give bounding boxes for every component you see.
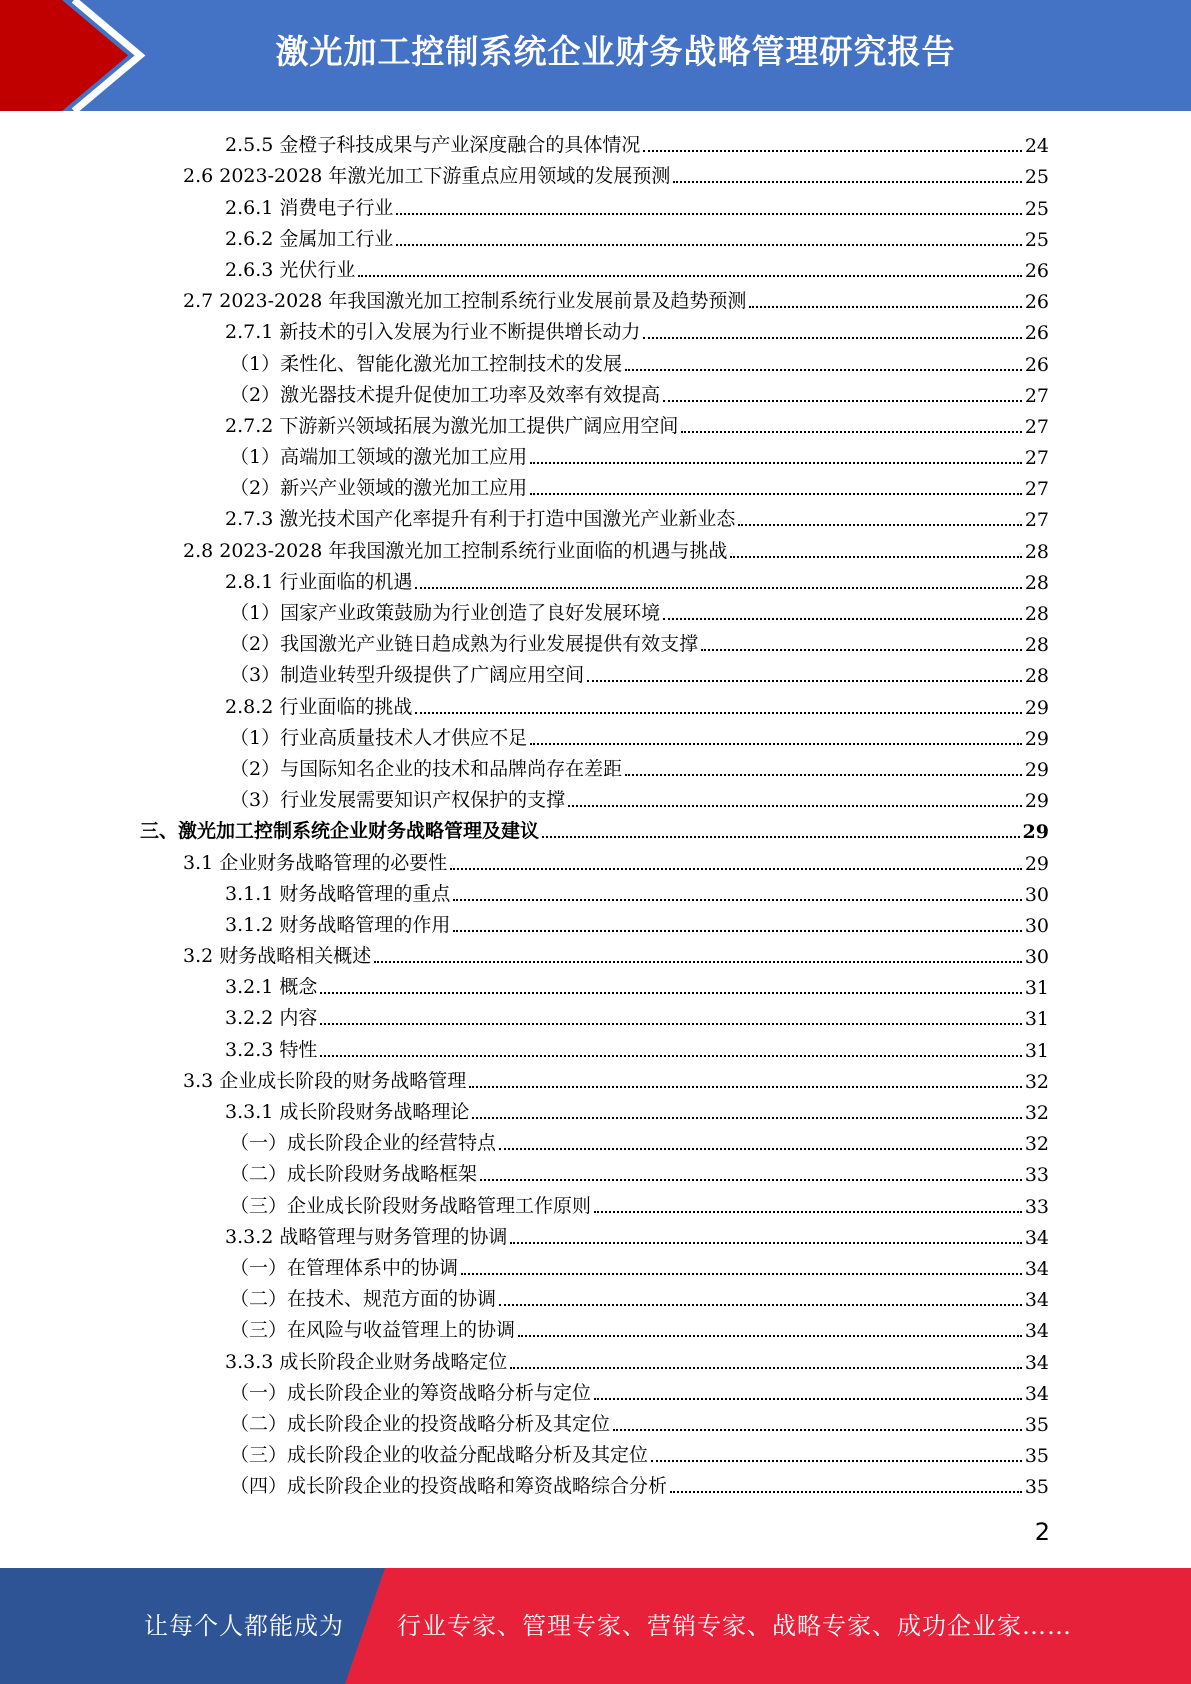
- toc-entry-title: 三、激光加工控制系统企业财务战略管理及建议: [140, 820, 540, 843]
- toc-entry-page: 29: [1022, 821, 1049, 844]
- toc-entry-page: 27: [1024, 384, 1049, 407]
- toc-entry[interactable]: [140, 252, 1049, 283]
- toc-dot-leader: [568, 805, 1022, 807]
- toc-entry-title: （一）在管理体系中的协调: [230, 1256, 459, 1279]
- toc-entry-title: （四）成长阶段企业的投资战略和筹资战略综合分析: [230, 1475, 668, 1498]
- toc-dot-leader: [453, 899, 1021, 901]
- toc-entry-title: （一）成长阶段企业的筹资战略分析与定位: [230, 1381, 592, 1404]
- toc-entry[interactable]: [140, 439, 1049, 470]
- toc-entry-page: 33: [1024, 1164, 1049, 1187]
- toc-dot-leader: [510, 1367, 1021, 1369]
- toc-entry[interactable]: [140, 377, 1049, 408]
- toc-entry-title: （1）行业高质量技术人才供应不足: [230, 726, 528, 749]
- toc-entry-title: 2.7 2023-2028 年我国激光加工控制系统行业发展前景及趋势预测: [183, 290, 747, 313]
- toc-entry-title: （二）在技术、规范方面的协调: [230, 1288, 497, 1311]
- toc-entry-page: 25: [1024, 166, 1049, 189]
- toc-entry-page: 30: [1024, 883, 1049, 906]
- toc-dot-leader: [594, 1211, 1022, 1213]
- toc-entry-page: 31: [1024, 1039, 1049, 1062]
- toc-entry[interactable]: [140, 1219, 1049, 1250]
- toc-entry-page: 34: [1024, 1289, 1049, 1312]
- toc-entry[interactable]: [140, 1250, 1049, 1281]
- toc-dot-leader: [530, 743, 1022, 745]
- toc-dot-leader: [749, 306, 1021, 308]
- toc-dot-leader: [518, 1335, 1022, 1337]
- toc-dot-leader: [663, 618, 1022, 620]
- toc-entry[interactable]: [140, 938, 1049, 969]
- toc-entry[interactable]: [140, 470, 1049, 501]
- toc-entry-page: 28: [1024, 603, 1049, 625]
- toc-entry[interactable]: [140, 127, 1049, 158]
- toc-entry-page: 29: [1024, 790, 1049, 813]
- toc-entry-page: 30: [1024, 914, 1049, 937]
- toc-dot-leader: [499, 1148, 1022, 1150]
- toc-entry-page: 29: [1024, 852, 1049, 875]
- toc-entry[interactable]: [140, 751, 1049, 782]
- toc-entry-page: 33: [1024, 1195, 1049, 1218]
- toc-entry-title: （2）激光器技术提升促使加工功率及效率有效提高: [230, 383, 661, 406]
- report-footer: [0, 1568, 1191, 1684]
- toc-entry-page: 27: [1024, 415, 1049, 438]
- toc-dot-leader: [320, 992, 1021, 994]
- toc-entry[interactable]: [140, 1031, 1049, 1062]
- toc-entry-title: （二）成长阶段企业的投资战略分析及其定位: [230, 1412, 611, 1435]
- toc-entry-title: （1）高端加工领域的激光加工应用: [230, 446, 528, 469]
- toc-dot-leader: [643, 337, 1021, 339]
- toc-entry[interactable]: [140, 189, 1049, 220]
- toc-entry-page: 28: [1024, 571, 1049, 594]
- toc-entry-page: 35: [1024, 1413, 1049, 1436]
- toc-entry[interactable]: [140, 657, 1049, 688]
- toc-dot-leader: [738, 524, 1021, 526]
- toc-entry-title: （1）国家产业政策鼓励为行业创造了良好发展环境: [230, 602, 661, 624]
- toc-dot-leader: [625, 369, 1022, 371]
- toc-dot-leader: [453, 930, 1021, 932]
- toc-entry-title: （二）成长阶段财务战略框架: [230, 1163, 478, 1186]
- toc-dot-leader: [510, 1242, 1021, 1244]
- toc-entry-title: 2.8.1 行业面临的机遇: [225, 570, 413, 593]
- toc-entry-title: 2.7.2 下游新兴领域拓展为激光加工提供广阔应用空间: [225, 414, 679, 437]
- toc-entry-title: 3.3 企业成长阶段的财务战略管理: [183, 1069, 467, 1092]
- toc-dot-leader: [358, 275, 1021, 277]
- toc-entry[interactable]: [140, 314, 1049, 345]
- toc-dot-leader: [320, 1023, 1021, 1025]
- toc-entry-title: （2）新兴产业领域的激光加工应用: [230, 477, 528, 500]
- toc-entry-page: 25: [1024, 228, 1049, 251]
- toc-entry[interactable]: [140, 1125, 1049, 1156]
- toc-entry[interactable]: [140, 626, 1049, 657]
- toc-entry-page: 31: [1024, 1008, 1049, 1031]
- toc-entry-title: 2.6 2023-2028 年激光加工下游重点应用领域的发展预测: [183, 165, 671, 188]
- toc-dot-leader: [587, 680, 1022, 682]
- toc-entry-page: 34: [1024, 1226, 1049, 1249]
- toc-entry[interactable]: [140, 408, 1049, 439]
- toc-entry-title: 3.1 企业财务战略管理的必要性: [183, 851, 448, 874]
- toc-entry[interactable]: [140, 844, 1049, 875]
- toc-entry-title: （3）行业发展需要知识产权保护的支撑: [230, 789, 566, 812]
- toc-entry[interactable]: [140, 221, 1049, 252]
- toc-entry-title: 2.6.3 光伏行业: [225, 258, 356, 281]
- toc-entry[interactable]: [140, 1094, 1049, 1125]
- toc-entry-page: 35: [1024, 1476, 1049, 1499]
- toc-entry[interactable]: [140, 1375, 1049, 1406]
- toc-entry[interactable]: [140, 1156, 1049, 1187]
- toc-entry-page: 29: [1024, 758, 1049, 781]
- toc-entry[interactable]: [140, 595, 1049, 626]
- toc-entry-title: 2.6.1 消费电子行业: [225, 196, 394, 219]
- toc-entry-title: （2）与国际知名企业的技术和品牌尚存在差距: [230, 757, 623, 780]
- toc-dot-leader: [643, 150, 1021, 152]
- toc-entry[interactable]: [140, 782, 1049, 813]
- toc-entry[interactable]: [140, 1468, 1049, 1499]
- toc-entry-title: （3）制造业转型升级提供了广阔应用空间: [230, 664, 585, 687]
- toc-dot-leader: [396, 244, 1021, 246]
- toc-entry-title: 2.7.1 新技术的引入发展为行业不断提供增长动力: [225, 321, 641, 344]
- toc-entry[interactable]: [140, 688, 1049, 719]
- toc-entry[interactable]: [140, 876, 1049, 907]
- toc-entry-page: 28: [1024, 540, 1049, 563]
- toc-entry-title: 2.6.2 金属加工行业: [225, 227, 394, 250]
- toc-entry-page: 25: [1024, 197, 1049, 220]
- toc-entry[interactable]: [140, 345, 1049, 376]
- toc-dot-leader: [415, 587, 1021, 589]
- toc-entry-title: （三）在风险与收益管理上的协调: [230, 1319, 516, 1342]
- toc-entry[interactable]: [140, 1187, 1049, 1218]
- toc-dot-leader: [374, 961, 1022, 963]
- toc-entry[interactable]: [140, 1063, 1049, 1094]
- toc-dot-leader: [681, 431, 1021, 433]
- footer-slogan-right: 行业专家、管理专家、营销专家、战略专家、成功企业家……: [397, 1612, 1072, 1640]
- toc-entry-page: 35: [1024, 1445, 1049, 1468]
- toc-dot-leader: [472, 1117, 1021, 1119]
- toc-entry-title: （2）我国激光产业链日趋成熟为行业发展提供有效支撑: [230, 633, 699, 656]
- toc-entry-title: 3.3.1 成长阶段财务战略理论: [225, 1101, 470, 1123]
- toc-dot-leader: [651, 1460, 1022, 1462]
- toc-entry-title: 3.1.2 财务战略管理的作用: [225, 913, 451, 936]
- toc-entry-title: 3.2.1 概念: [225, 976, 318, 999]
- toc-entry-title: （1）柔性化、智能化激光加工控制技术的发展: [230, 352, 623, 375]
- toc-entry-page: 27: [1024, 509, 1049, 532]
- toc-entry-page: 30: [1024, 946, 1049, 969]
- toc-dot-leader: [701, 649, 1022, 651]
- chevron-arrow-icon: [0, 0, 150, 111]
- toc-entry-page: 26: [1024, 322, 1049, 345]
- toc-dot-leader: [625, 774, 1022, 776]
- toc-entry-title: 3.3.2 战略管理与财务管理的协调: [225, 1225, 508, 1248]
- toc-entry-page: 31: [1024, 977, 1049, 1000]
- toc-dot-leader: [499, 1304, 1022, 1306]
- toc-entry[interactable]: [140, 501, 1049, 532]
- toc-entry[interactable]: [140, 1281, 1049, 1312]
- toc-entry[interactable]: [140, 1312, 1049, 1343]
- toc-entry[interactable]: [140, 532, 1049, 563]
- toc-entry-page: 26: [1024, 353, 1049, 376]
- toc-entry-title: 3.2 财务战略相关概述: [183, 945, 372, 968]
- toc-entry[interactable]: [140, 813, 1049, 844]
- toc-entry-title: 3.2.2 内容: [225, 1007, 318, 1030]
- toc-entry-page: 34: [1024, 1257, 1049, 1280]
- toc-entry[interactable]: [140, 720, 1049, 751]
- table-of-contents: [140, 127, 1049, 1499]
- page-number: 2: [1034, 1518, 1050, 1546]
- toc-entry-page: 28: [1024, 634, 1049, 657]
- toc-entry-title: 2.8 2023-2028 年我国激光加工控制系统行业面临的机遇与挑战: [183, 539, 728, 562]
- toc-dot-leader: [396, 213, 1021, 215]
- toc-entry-page: 34: [1024, 1382, 1049, 1405]
- toc-entry-title: 3.1.1 财务战略管理的重点: [225, 882, 451, 905]
- toc-dot-leader: [613, 1429, 1022, 1431]
- toc-dot-leader: [450, 868, 1022, 870]
- toc-dot-leader: [469, 1086, 1022, 1088]
- toc-entry-title: （一）成长阶段企业的经营特点: [230, 1132, 497, 1155]
- toc-entry-page: 26: [1024, 291, 1049, 314]
- toc-entry[interactable]: [140, 564, 1049, 595]
- toc-entry-page: 27: [1024, 447, 1049, 470]
- toc-dot-leader: [663, 400, 1022, 402]
- toc-entry-page: 32: [1024, 1070, 1049, 1093]
- report-title: 激光加工控制系统企业财务战略管理研究报告: [275, 32, 956, 71]
- toc-dot-leader: [461, 1273, 1022, 1275]
- toc-dot-leader: [542, 836, 1020, 838]
- toc-entry-title: 2.7.3 激光技术国产化率提升有利于打造中国激光产业新业态: [225, 508, 736, 531]
- toc-entry[interactable]: [140, 283, 1049, 314]
- toc-entry[interactable]: [140, 1437, 1049, 1468]
- toc-dot-leader: [730, 556, 1021, 558]
- toc-entry[interactable]: [140, 1406, 1049, 1437]
- toc-dot-leader: [530, 493, 1022, 495]
- toc-entry[interactable]: [140, 969, 1049, 1000]
- toc-dot-leader: [480, 1179, 1022, 1181]
- toc-dot-leader: [530, 462, 1022, 464]
- toc-entry-page: 24: [1024, 135, 1049, 158]
- toc-entry-page: 27: [1024, 478, 1049, 501]
- toc-entry-title: 3.3.3 成长阶段企业财务战略定位: [225, 1350, 508, 1373]
- toc-dot-leader: [594, 1398, 1022, 1400]
- toc-entry-title: （三）企业成长阶段财务战略管理工作原则: [230, 1194, 592, 1217]
- toc-entry-page: 29: [1024, 696, 1049, 719]
- toc-entry-title: 2.8.2 行业面临的挑战: [225, 695, 413, 718]
- toc-entry-page: 26: [1024, 259, 1049, 282]
- toc-entry-page: 34: [1024, 1351, 1049, 1374]
- toc-entry-title: （三）成长阶段企业的收益分配战略分析及其定位: [230, 1444, 649, 1467]
- toc-dot-leader: [415, 712, 1021, 714]
- toc-entry-title: 2.5.5 金橙子科技成果与产业深度融合的具体情况: [225, 134, 641, 157]
- toc-entry[interactable]: [140, 1000, 1049, 1031]
- toc-entry[interactable]: [140, 158, 1049, 189]
- toc-dot-leader: [320, 1055, 1021, 1057]
- toc-entry-page: 28: [1024, 665, 1049, 688]
- toc-dot-leader: [670, 1491, 1022, 1493]
- footer-slogan-left: 让每个人都能成为: [144, 1612, 344, 1640]
- report-header: [0, 0, 1191, 111]
- toc-entry-page: 32: [1024, 1102, 1049, 1124]
- toc-entry[interactable]: [140, 907, 1049, 938]
- toc-entry-page: 34: [1024, 1320, 1049, 1343]
- toc-dot-leader: [673, 181, 1021, 183]
- toc-entry-page: 32: [1024, 1133, 1049, 1156]
- toc-entry[interactable]: [140, 1343, 1049, 1374]
- toc-entry-title: 3.2.3 特性: [225, 1038, 318, 1061]
- toc-entry-page: 29: [1024, 727, 1049, 750]
